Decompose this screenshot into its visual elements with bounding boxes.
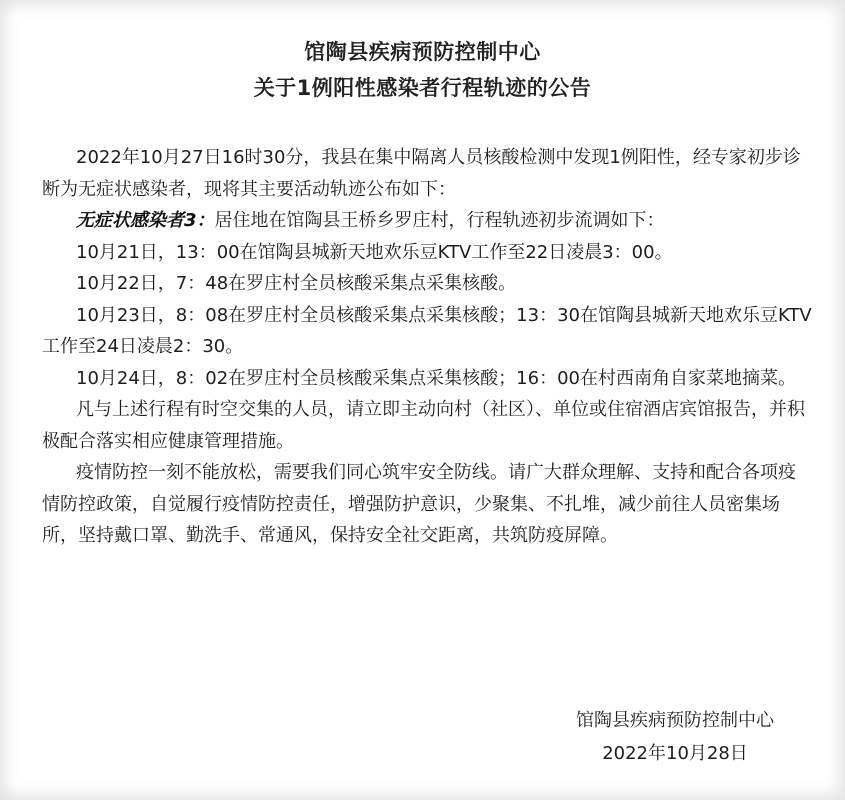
signature-organization: 馆陶县疾病预防控制中心 <box>576 710 774 731</box>
paragraph-text: 10月23日，8：08在罗庄村全员核酸采集点采集核酸；13：30在馆陶县城新天地欢乐豆KTV工作至24日凌晨2：30。 <box>42 304 812 357</box>
document-title-line2: 关于1例阳性感染者行程轨迹的公告 <box>253 76 592 100</box>
paragraph-oct23 <box>42 300 812 363</box>
paragraph-case-info <box>42 205 812 237</box>
paragraph-text: 10月22日，7：48在罗庄村全员核酸采集点采集核酸。 <box>76 273 517 294</box>
paragraph-text: 10月21日，13：00在馆陶县城新天地欢乐豆KTV工作至22日凌晨3：00。 <box>76 241 673 263</box>
document-body <box>42 142 812 552</box>
signature-date: 2022年10月28日 <box>602 743 748 764</box>
paragraph-prevention-appeal <box>42 457 812 552</box>
paragraph-oct22 <box>42 268 812 300</box>
case-label: 无症状感染者3： <box>76 210 215 231</box>
paragraph-intro <box>42 142 812 205</box>
paragraph-text: 凡与上述行程有时空交集的人员，请立即主动向村（社区）、单位或住宿酒店宾馆报告，并积极配合落实相应健康管理措施。 <box>42 399 805 452</box>
paragraph-text: 疫情防控一刻不能放松，需要我们同心筑牢安全防线。请广大群众理解、支持和配合各项疫情防控政策，自觉履行疫情防控责任，增强防护意识，少聚集、不扎堆，减少前往人员密集场所，坚持戴口罩、勤洗手、常通风，保持安全社交距离，共筑防疫屏障。 <box>42 462 796 546</box>
paragraph-oct24 <box>42 363 812 395</box>
paragraph-text: 10月24日，8：02在罗庄村全员核酸采集点采集核酸；16：00在村西南角自家菜地摘菜。 <box>76 367 796 389</box>
paragraph-text: 居住地在馆陶县王桥乡罗庄村，行程轨迹初步流调如下： <box>214 210 665 231</box>
paragraph-text: 2022年10月27日16时30分，我县在集中隔离人员核酸检测中发现1例阳性，经专家初步诊断为无症状感染者，现将其主要活动轨迹公布如下： <box>42 147 801 200</box>
paragraph-report-notice <box>42 394 812 457</box>
document-title-line1: 馆陶县疾病预防控制中心 <box>304 40 541 64</box>
paragraph-oct21 <box>42 237 812 269</box>
